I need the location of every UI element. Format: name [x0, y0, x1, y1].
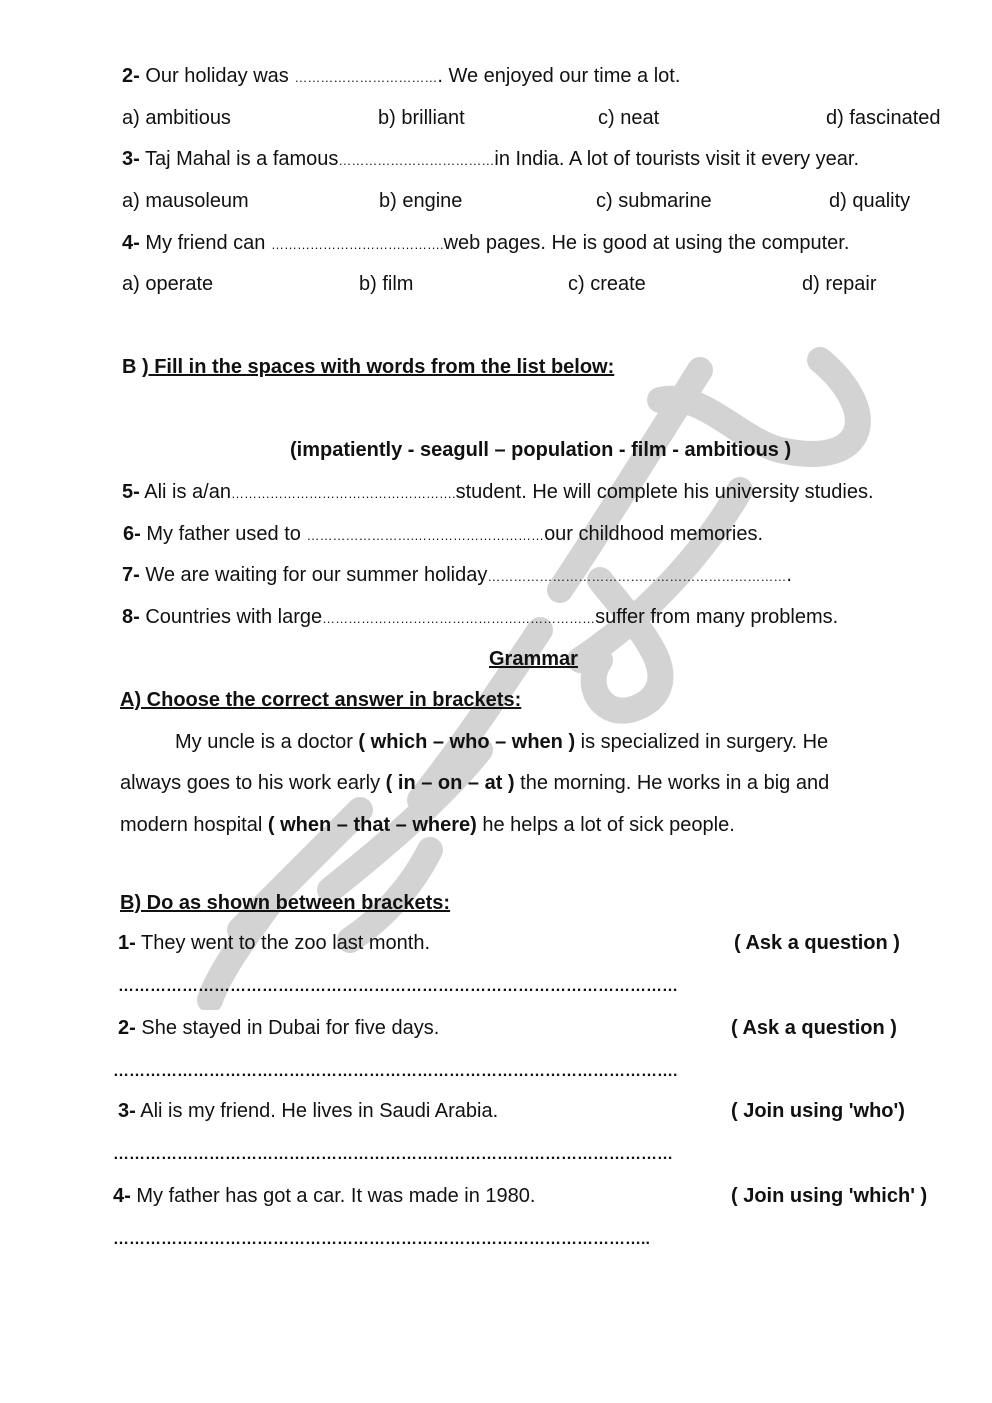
blank[interactable]: ………………………………………………………: [322, 611, 596, 626]
grammar-b-title: B) Do as shown between brackets:: [120, 892, 451, 914]
question-text: Our holiday was: [145, 65, 295, 87]
option-a: a) mausoleum: [122, 190, 249, 212]
task-text: Ali is my friend. He lives in Saudi Arabia.: [135, 1100, 499, 1122]
option-d: d) quality: [829, 190, 911, 212]
question-text: Ali is a/an: [144, 481, 231, 503]
choice-bracket[interactable]: ( when – that – where): [267, 814, 477, 836]
choice-bracket[interactable]: ( in – on – at ): [385, 772, 515, 794]
section-b-prefix: B: [122, 356, 142, 378]
question-text: our childhood memories.: [544, 523, 764, 545]
question-number: 5-: [122, 481, 140, 503]
option-c: c) submarine: [596, 190, 712, 212]
question-text: .: [786, 564, 792, 586]
task-2: [118, 1016, 439, 1040]
text: modern hospital: [120, 814, 268, 836]
paragraph-line-2: [120, 771, 829, 795]
question-4: [122, 231, 849, 257]
text: he helps a lot of sick people.: [476, 814, 735, 836]
task-text: She stayed in Dubai for five days.: [135, 1017, 440, 1039]
question-3: [122, 147, 859, 173]
question-text: My father used to: [146, 523, 307, 545]
question-6: [123, 522, 763, 548]
text: My uncle is a doctor: [175, 731, 359, 753]
answer-line-4[interactable]: ………………………………………………………………………………………..: [113, 1231, 650, 1248]
task-text: They went to the zoo last month.: [135, 932, 431, 954]
question-text: We are waiting for our summer holiday: [145, 564, 488, 586]
word-list: (impatiently - seagull – population - film - ambitious ): [290, 439, 792, 461]
task-3-instruction: ( Join using 'who'): [731, 1100, 905, 1122]
question-number: 2-: [122, 65, 140, 87]
question-text: Taj Mahal is a famous: [145, 148, 339, 170]
question-text: suffer from many problems.: [595, 606, 839, 628]
grammar-title: Grammar: [489, 648, 578, 670]
question-7: [122, 563, 792, 589]
question-number: 3-: [122, 148, 140, 170]
task-4: [113, 1184, 535, 1208]
paragraph-line-1: [175, 730, 828, 754]
blank[interactable]: ………………………………: [338, 153, 495, 168]
section-b-title: [122, 355, 614, 379]
question-text: My friend can: [145, 232, 271, 254]
task-number: 4-: [113, 1185, 131, 1207]
task-number: 3-: [118, 1100, 136, 1122]
question-number: 7-: [122, 564, 140, 586]
question-number: 4-: [122, 232, 140, 254]
task-2-instruction: ( Ask a question ): [731, 1017, 897, 1039]
blank[interactable]: …………………….…………………………: [306, 528, 545, 543]
task-text: My father has got a car. It was made in 1980.: [130, 1185, 536, 1207]
blank[interactable]: ……………………………………………………………: [487, 569, 787, 584]
option-b: b) engine: [379, 190, 463, 212]
text: is specialized in surgery. He: [575, 731, 829, 753]
question-2: [122, 64, 680, 90]
option-c: c) create: [568, 273, 646, 295]
answer-line-2[interactable]: …………………………………………………………………………………………….: [113, 1063, 678, 1080]
option-b: b) film: [359, 273, 414, 295]
task-4-instruction: ( Join using 'which' ): [731, 1185, 928, 1207]
answer-line-3[interactable]: ……………………………………………………………………………………………: [113, 1146, 673, 1163]
answer-line-1[interactable]: ……………………………………………………………………………………………: [118, 978, 678, 995]
text: always goes to his work early: [120, 772, 386, 794]
option-a: a) operate: [122, 273, 214, 295]
choice-bracket[interactable]: ( which – who – when ): [358, 731, 576, 753]
text: the morning. He works in a big and: [514, 772, 830, 794]
option-a: a) ambitious: [122, 107, 231, 129]
task-number: 1-: [118, 932, 136, 954]
section-b-heading: ) Fill in the spaces with words from the list below:: [142, 356, 615, 378]
blank[interactable]: ……………………………: [294, 70, 438, 85]
question-text: . We enjoyed our time a lot.: [437, 65, 681, 87]
question-number: 8-: [122, 606, 140, 628]
task-1-instruction: ( Ask a question ): [734, 932, 900, 954]
task-number: 2-: [118, 1017, 136, 1039]
option-b: b) brilliant: [378, 107, 465, 129]
paragraph-line-3: [120, 813, 735, 837]
option-c: c) neat: [598, 107, 660, 129]
question-8: [122, 605, 838, 631]
question-number: 6-: [123, 523, 141, 545]
grammar-a-title: A) Choose the correct answer in brackets:: [120, 689, 522, 711]
task-1: [118, 931, 430, 955]
option-d: d) repair: [802, 273, 877, 295]
question-5: [122, 480, 874, 506]
blank[interactable]: …………………………………………….: [230, 486, 456, 501]
question-text: in India. A lot of tourists visit it every year.: [494, 148, 860, 170]
blank[interactable]: ………………………………….: [270, 237, 444, 252]
option-d: d) fascinated: [826, 107, 941, 129]
question-text: web pages. He is good at using the computer.: [443, 232, 850, 254]
question-text: Countries with large: [145, 606, 323, 628]
task-3: [118, 1099, 498, 1123]
question-text: student. He will complete his university studies.: [455, 481, 874, 503]
